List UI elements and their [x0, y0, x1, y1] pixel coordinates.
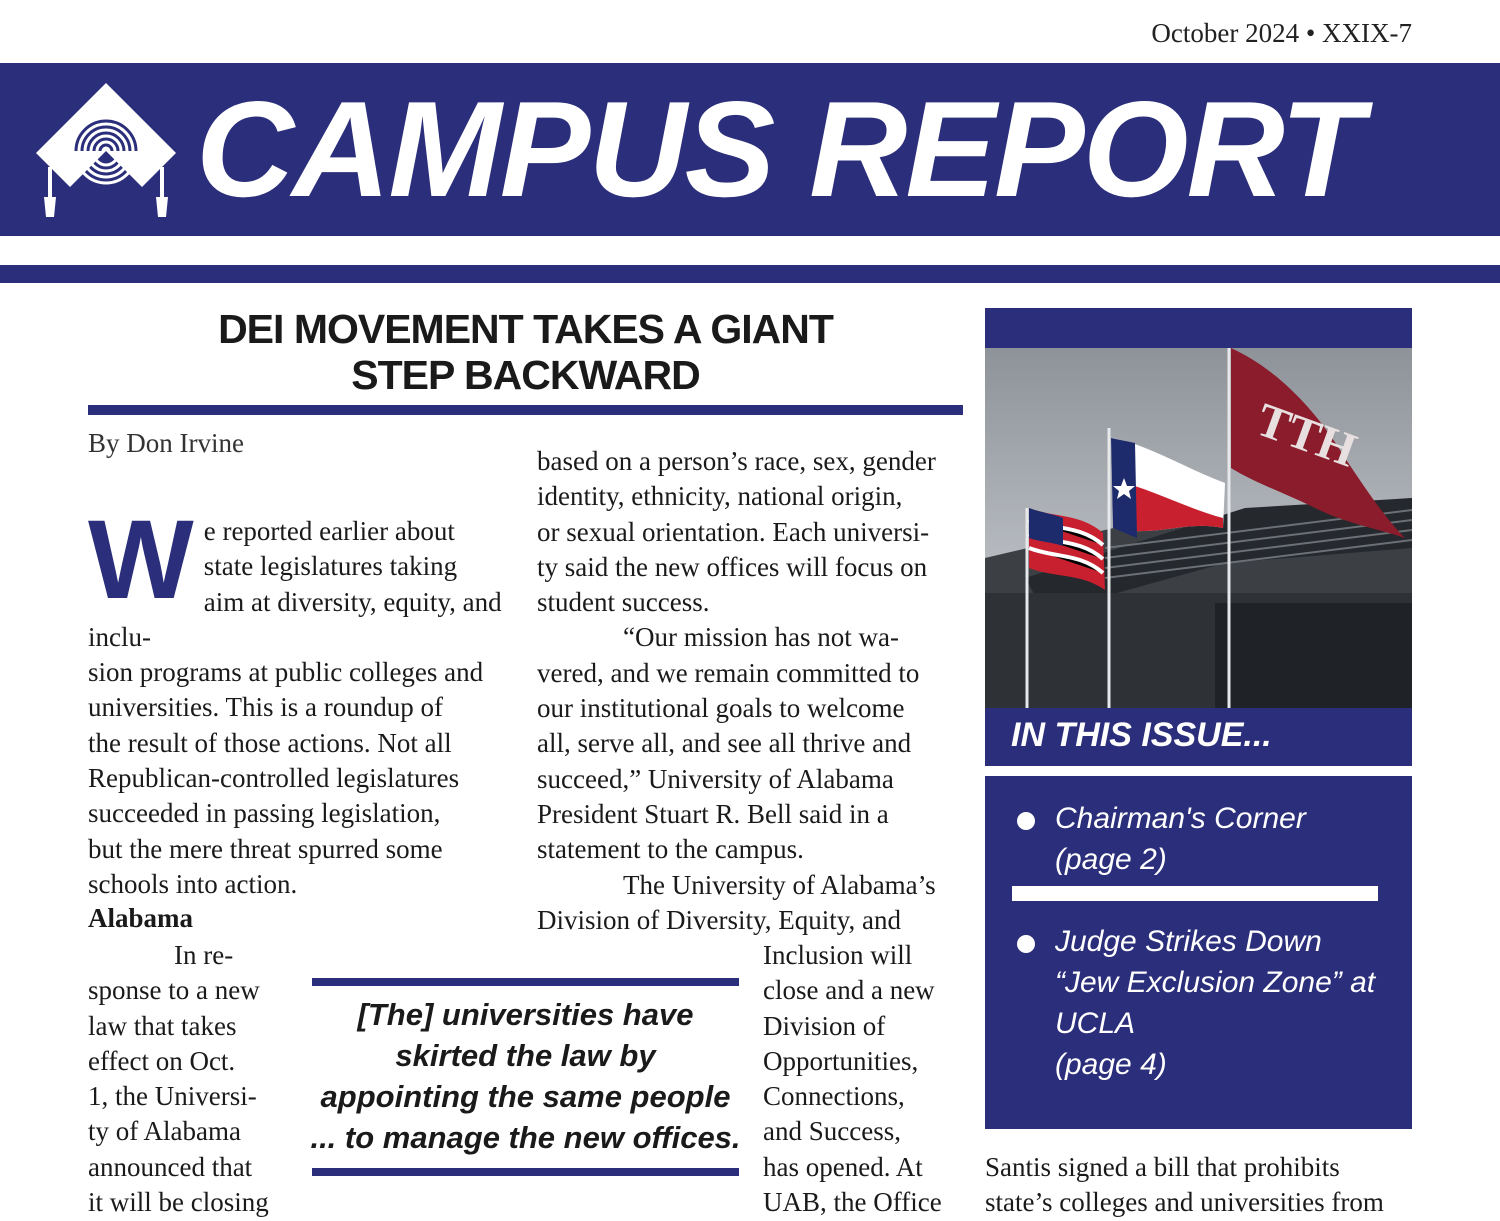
alabama-paragraph — [88, 938, 288, 1220]
headline-rule — [88, 405, 963, 415]
bullet-icon — [1017, 935, 1035, 953]
in-this-issue-title: IN THIS ISSUE... — [1011, 716, 1272, 754]
text-line: identity, ethnicity, national origin, — [537, 481, 903, 512]
text-line: Division of Diversity, Equity, and — [537, 904, 901, 935]
flags-photo-image — [985, 348, 1412, 708]
pull-quote — [302, 994, 749, 1158]
text-line: state’s colleges and universities from — [985, 1187, 1384, 1218]
text-line: and Success, — [763, 1116, 901, 1147]
in-this-issue-box — [985, 776, 1412, 1129]
text-line: announced that — [88, 1151, 253, 1182]
text-line: sponse to a new — [88, 975, 260, 1006]
text-line: Connections, — [763, 1081, 905, 1112]
pull-quote-line: ... to manage the new offices. — [310, 1120, 741, 1155]
issue-date: October 2024 • XXIX-7 — [1151, 18, 1412, 48]
text-line: The University of Alabama’s — [623, 869, 936, 900]
pull-quote-rule — [312, 978, 739, 986]
text-line: “Our mission has not wa- — [623, 622, 899, 653]
text-line: e reported earlier about — [203, 516, 455, 546]
text-line: our institutional goals to welcome — [537, 693, 905, 724]
column-three — [985, 1150, 1415, 1221]
text-line: law that takes — [88, 1010, 237, 1041]
column-two-continued — [763, 938, 963, 1220]
text-line: statement to the campus. — [537, 834, 804, 865]
issue-item-title: UCLA — [1055, 1007, 1136, 1040]
text-line: Opportunities, — [763, 1045, 919, 1076]
stadium-flags-photo — [985, 348, 1412, 708]
text-line: schools into action. — [88, 868, 298, 899]
pull-quote-line: [The] universities have — [357, 997, 694, 1032]
issue-item-chairmans-corner[interactable] — [1017, 798, 1387, 880]
text-line: Santis signed a bill that prohibits — [985, 1152, 1340, 1182]
in-this-issue-bar — [985, 708, 1412, 766]
pull-quote-line: appointing the same people — [320, 1079, 731, 1114]
text-line: Division of — [763, 1010, 886, 1041]
svg-text:TTH: TTH — [1249, 393, 1364, 478]
text-line: Republican-controlled legislatures — [88, 763, 460, 794]
pull-quote-rule — [312, 1168, 739, 1176]
text-line: ty of Alabama — [88, 1116, 241, 1147]
text-line: effect on Oct. — [88, 1045, 236, 1076]
text-line: vered, and we remain committed to — [537, 657, 920, 688]
issue-item-page: (page 2) — [1055, 843, 1167, 876]
issue-item-page: (page 4) — [1055, 1048, 1167, 1081]
headline-line: DEI MOVEMENT TAKES A GIANT — [218, 306, 833, 352]
sidebar-header-bar — [985, 308, 1412, 348]
text-line: close and a new — [763, 975, 935, 1006]
column-two — [537, 444, 967, 938]
text-line: or sexual orientation. Each universi- — [537, 516, 930, 547]
text-line: President Stuart R. Bell said in a — [537, 798, 889, 829]
text-line: Inclusion will — [763, 940, 913, 970]
text-line: based on a person’s race, sex, gender — [537, 446, 936, 476]
article-headline — [88, 306, 963, 398]
text-line: state legislatures taking — [203, 551, 458, 582]
issue-divider — [1012, 886, 1378, 901]
drop-cap: W — [88, 497, 194, 622]
bullet-icon — [1017, 812, 1035, 830]
text-line: ty said the new offices will focus on — [537, 551, 928, 582]
issue-item-title: Judge Strikes Down — [1055, 925, 1322, 958]
text-line: student success. — [537, 587, 710, 618]
text-line: the result of those actions. Not all — [88, 727, 452, 758]
masthead — [0, 63, 1500, 236]
issue-item-title: Chairman's Corner — [1055, 802, 1306, 835]
lead-paragraph — [88, 497, 518, 902]
text-line: 1, the Universi- — [88, 1081, 257, 1112]
issue-item-title: “Jew Exclusion Zone” at — [1055, 966, 1376, 999]
section-heading-alabama: Alabama — [88, 903, 194, 933]
text-line: succeeded in passing legislation, — [88, 798, 441, 829]
masthead-rule — [0, 265, 1500, 283]
pull-quote-line: skirted the law by — [395, 1038, 656, 1073]
mortarboard-logo-icon — [32, 79, 180, 219]
text-line: all, serve all, and see all thrive and — [537, 728, 912, 759]
masthead-title: CAMPUS REPORT — [196, 73, 1362, 225]
text-line: sion programs at public colleges and — [88, 657, 484, 688]
text-line: has opened. At — [763, 1151, 923, 1182]
byline: By Don Irvine — [88, 428, 244, 458]
text-line: but the mere threat spurred some — [88, 833, 443, 864]
headline-line: STEP BACKWARD — [351, 352, 700, 398]
text-line: it will be closing — [88, 1187, 269, 1218]
text-line: universities. This is a roundup of — [88, 692, 443, 723]
text-line: succeed,” University of Alabama — [537, 763, 894, 794]
issue-item-judge-strikes-down[interactable] — [1017, 921, 1387, 1085]
text-line: In re- — [174, 940, 234, 970]
text-line: UAB, the Office — [763, 1187, 942, 1218]
text-line: aim at diversity, equity, and inclu- — [88, 586, 502, 652]
